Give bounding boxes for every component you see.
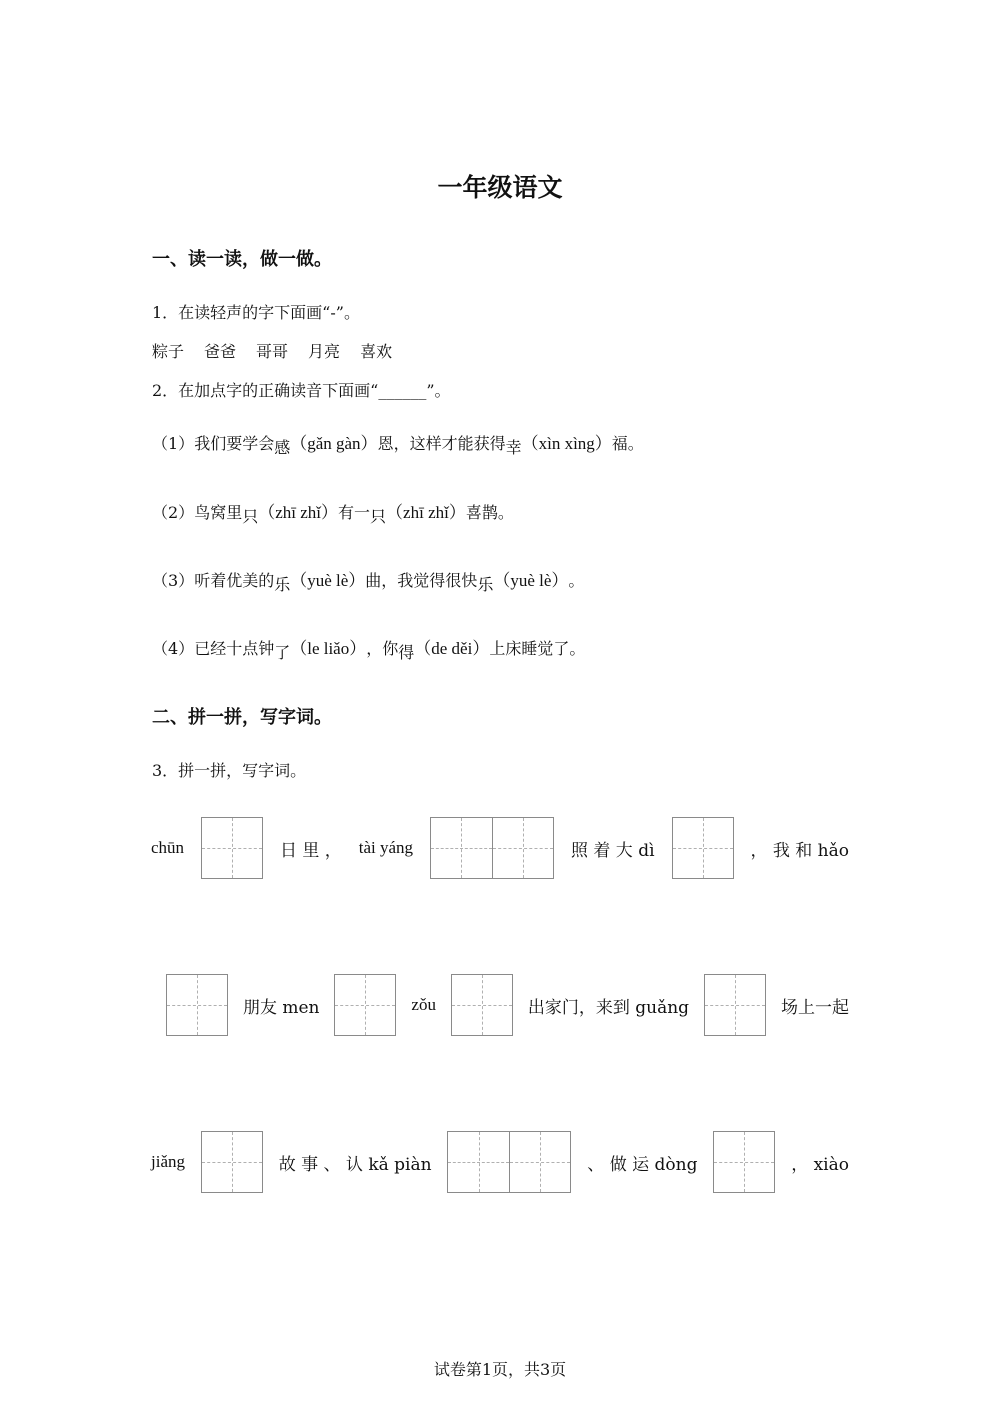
pinyin-row [151,1130,849,1194]
row-text: 日 里 ， [279,840,342,861]
q2-prompt: 2．在加点字的正确读音下面画“______”。 [152,381,451,400]
writing-box[interactable] [334,974,396,1036]
pinyin-choice: （yuè lè） [290,571,366,590]
writing-box[interactable] [430,817,554,879]
writing-box[interactable] [672,817,734,879]
row-text: 出家门，来到 guǎng [527,997,690,1018]
writing-box[interactable] [201,1131,263,1193]
dotted-char: 只 [242,507,259,526]
row-text: 故 事 、 认 kǎ piàn [278,1154,432,1175]
sentence-text: 喜鹊。 [465,503,514,522]
section-1-heading: 一、读一读，做一做。 [152,249,332,270]
q2-item [152,498,514,526]
sentence-text: 鸟窝里 [194,503,243,522]
writing-box[interactable] [166,974,228,1036]
row-text: 场上一起 [780,997,849,1018]
dotted-char: 只 [370,507,387,526]
word: 喜欢 [360,342,393,361]
q1-words [152,339,392,362]
writing-box[interactable] [704,974,766,1036]
sentence-text: 有一 [338,503,371,522]
word: 哥哥 [256,342,289,361]
sentence-text: 听着优美的 [194,571,275,590]
dotted-char: 感 [274,438,291,457]
dotted-char: 了 [274,643,291,662]
page-title: 一年级语文 [437,173,563,202]
sentence-text: 福。 [611,434,644,453]
sentence-text: 恩，这样才能获得 [377,434,506,453]
writing-box[interactable] [451,974,513,1036]
sentence-text: 我们要学会 [194,434,275,453]
pinyin-choice: （zhī zhǐ） [258,503,339,522]
sentence-text: 。 [568,571,585,590]
row-text: ， 我 和 hǎo [750,840,849,861]
sentence-text: 曲，我觉得很快 [365,571,478,590]
row-text: 照 着 大 dì [571,840,655,861]
dotted-char: 得 [398,643,415,662]
writing-box[interactable] [201,817,263,879]
q2-item [152,634,586,662]
writing-box[interactable] [447,1131,571,1193]
writing-box[interactable] [713,1131,775,1193]
dotted-char: 幸 [505,438,522,457]
q1-prompt: 1．在读轻声的字下面画“-”。 [152,303,360,322]
pinyin-text: zǒu [411,995,436,1014]
item-number: （4） [152,639,195,658]
row-text: ， xiào [791,1154,849,1175]
pinyin-choice: （yuè lè） [493,571,569,590]
pinyin-text: chūn [151,838,185,857]
sentence-text: 上床睡觉了。 [489,639,586,658]
sentence-text: ，你 [366,639,399,658]
section-2-heading: 二、拼一拼，写字词。 [152,707,332,728]
sentence-text: 已经十点钟 [194,639,275,658]
row-text: 朋友 men [242,997,320,1018]
dotted-char: 乐 [477,575,494,594]
item-number: （3） [152,571,195,590]
pinyin-choice: （gǎn gàn） [290,434,378,453]
pinyin-row [166,973,849,1037]
item-number: （1） [152,434,195,453]
item-number: （2） [152,503,195,522]
pinyin-text: jiǎng [151,1152,185,1171]
dotted-char: 乐 [274,575,291,594]
row-text: 、 做 运 dòng [587,1154,698,1175]
pinyin-text: tài yáng [358,838,414,857]
pinyin-choice: （le liǎo） [290,639,367,658]
pinyin-choice: （de děi） [414,639,490,658]
word: 月亮 [308,342,341,361]
word: 粽子 [152,342,185,361]
pinyin-row [151,816,849,880]
word: 爸爸 [204,342,237,361]
q3-prompt: 3．拼一拼，写字词。 [152,761,307,780]
q2-item [152,429,644,457]
pinyin-choice: （zhī zhǐ） [386,503,466,522]
page-footer: 试卷第1页，共3页 [433,1360,567,1379]
pinyin-choice: （xìn xìng） [521,434,612,453]
q2-item [152,566,585,594]
